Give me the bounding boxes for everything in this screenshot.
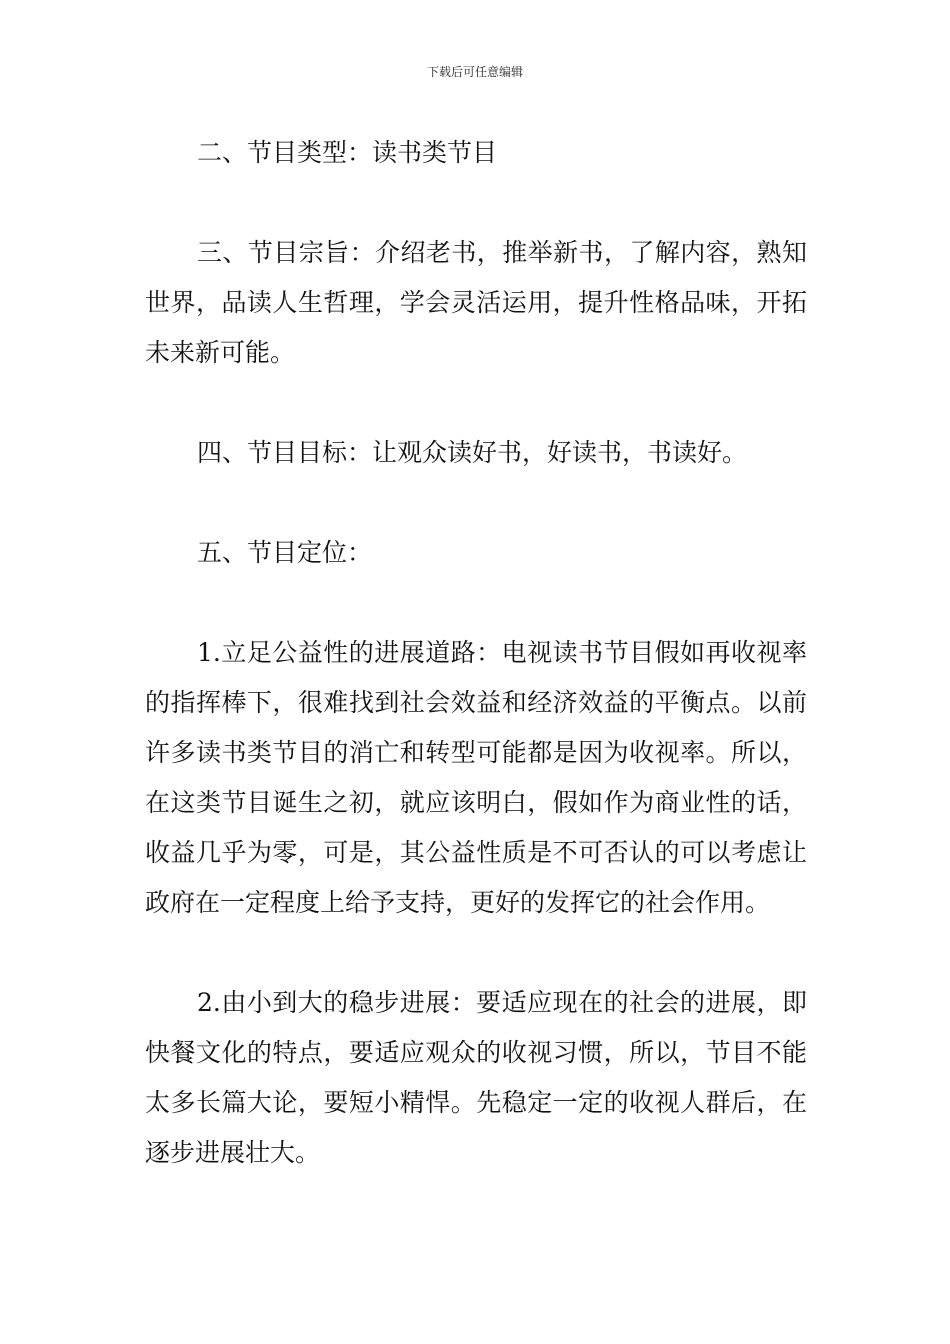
paragraph-program-goal: 四、节目目标：让观众读好书，好读书，书读好。 — [197, 438, 748, 467]
paragraph-program-purpose: 三、节目宗旨：介绍老书，推举新书，了解内容，熟知世界，品读人生哲理，学会灵活运用，提升性格品味，开拓未来新可能。 — [145, 238, 807, 367]
document-body — [145, 128, 807, 1228]
paragraph-positioning-item-1: 1.立足公益性的进展道路：电视读书节目假如再收视率的指挥棒下，很难找到社会效益和经济效益的平衡点。以前许多读书类节目的消亡和转型可能都是因为收视率。所以，在这类节目诞生之初，就应该明白，假如作为商业性的话，收益几乎为零，可是，其公益性质是不可否认的可以考虑让政府在一定程度上给予支持，更好的发挥它的社会作用。 — [145, 638, 807, 917]
page-header: 下载后可任意编辑 — [426, 65, 523, 79]
paragraph-program-type: 二、节目类型：读书类节目 — [197, 138, 498, 167]
paragraph-program-positioning-heading: 五、节目定位： — [197, 538, 373, 567]
paragraph-positioning-item-2: 2.由小到大的稳步进展：要适应现在的社会的进展，即快餐文化的特点，要适应观众的收视习惯，所以，节目不能太多长篇大论，要短小精悍。先稳定一定的收视人群后，在逐步进展壮大。 — [145, 988, 807, 1167]
